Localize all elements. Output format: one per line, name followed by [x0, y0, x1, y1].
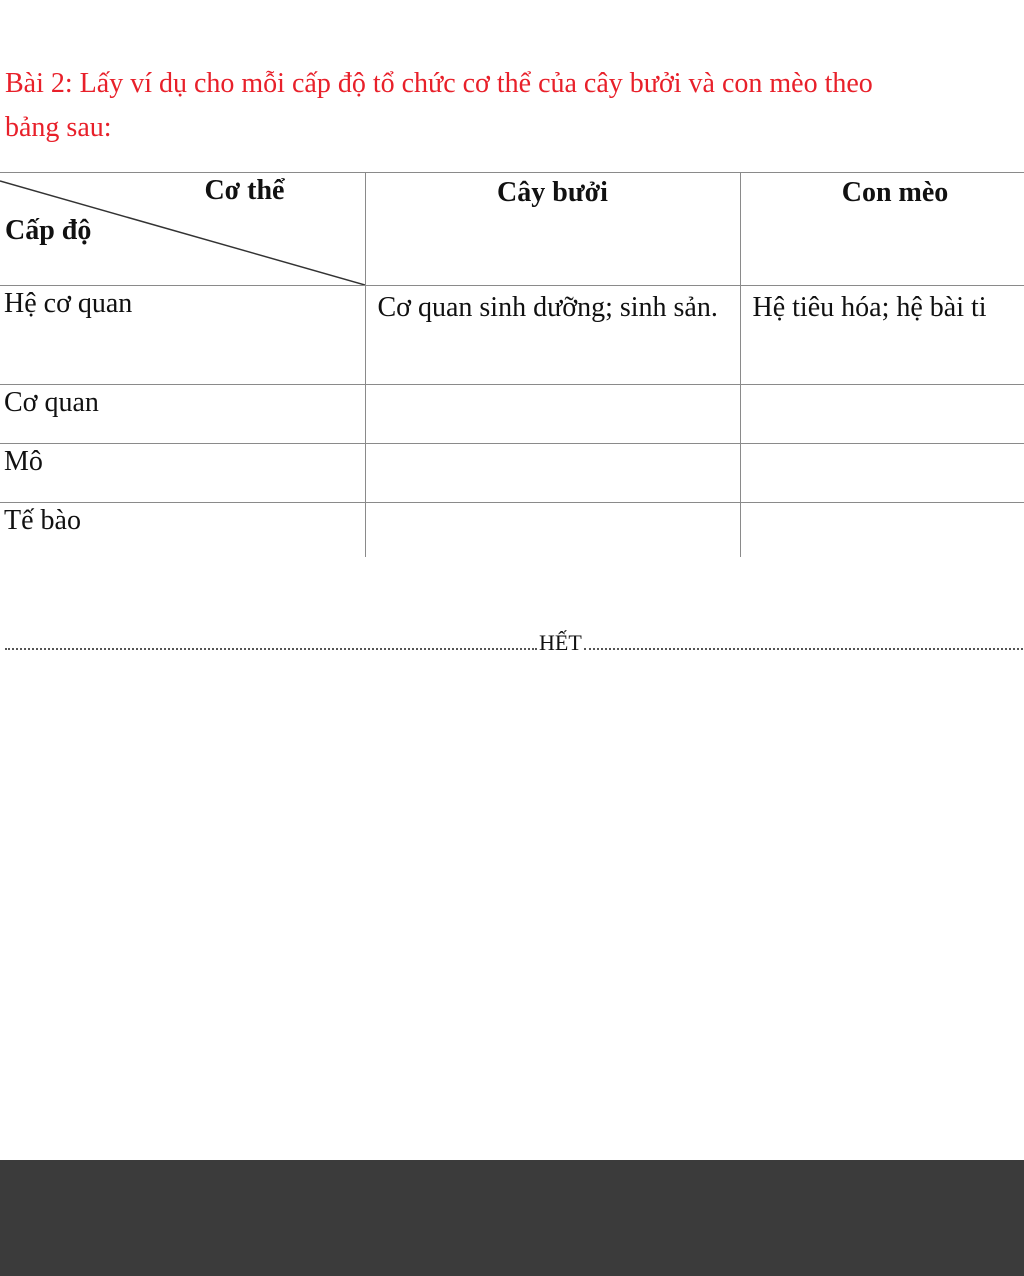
cell-cay-buoi-co-quan	[365, 385, 740, 444]
table-row	[0, 385, 1024, 444]
diagonal-corner-cell	[0, 173, 365, 286]
dotted-line-left	[5, 648, 537, 650]
column-header-con-meo: Con mèo	[740, 173, 1024, 286]
cell-cay-buoi-he-co-quan: Cơ quan sinh dưỡng; sinh sản.	[365, 286, 740, 385]
table-header-row	[0, 173, 1024, 286]
cell-con-meo-mo	[740, 444, 1024, 503]
corner-label-level: Cấp độ	[5, 215, 92, 246]
dotted-line-right	[584, 648, 1024, 650]
row-label-co-quan: Cơ quan	[0, 385, 365, 444]
cell-cay-buoi-mo	[365, 444, 740, 503]
heading-line-1: Bài 2: Lấy ví dụ cho mỗi cấp độ tổ chức cơ thể của cây bưởi và con mèo theo	[5, 68, 873, 99]
row-label-he-co-quan: Hệ cơ quan	[0, 286, 365, 385]
end-marker	[5, 626, 1024, 656]
heading-line-2: bảng sau:	[5, 112, 112, 143]
cell-con-meo-he-co-quan: Hệ tiêu hóa; hệ bài ti	[740, 286, 1024, 385]
cell-con-meo-te-bao	[740, 503, 1024, 558]
corner-label-organism: Cơ thể	[204, 175, 285, 206]
exercise-heading	[5, 62, 1024, 150]
end-text: HẾT	[539, 630, 582, 655]
viewer-bottom-bar	[0, 1160, 1024, 1276]
table-row	[0, 503, 1024, 558]
table-row	[0, 444, 1024, 503]
row-label-mo: Mô	[0, 444, 365, 503]
row-label-te-bao: Tế bào	[0, 503, 365, 558]
cell-con-meo-co-quan	[740, 385, 1024, 444]
column-header-cay-buoi: Cây bưởi	[365, 173, 740, 286]
cell-cay-buoi-te-bao	[365, 503, 740, 558]
table-row	[0, 286, 1024, 385]
organization-levels-table	[0, 172, 1024, 557]
